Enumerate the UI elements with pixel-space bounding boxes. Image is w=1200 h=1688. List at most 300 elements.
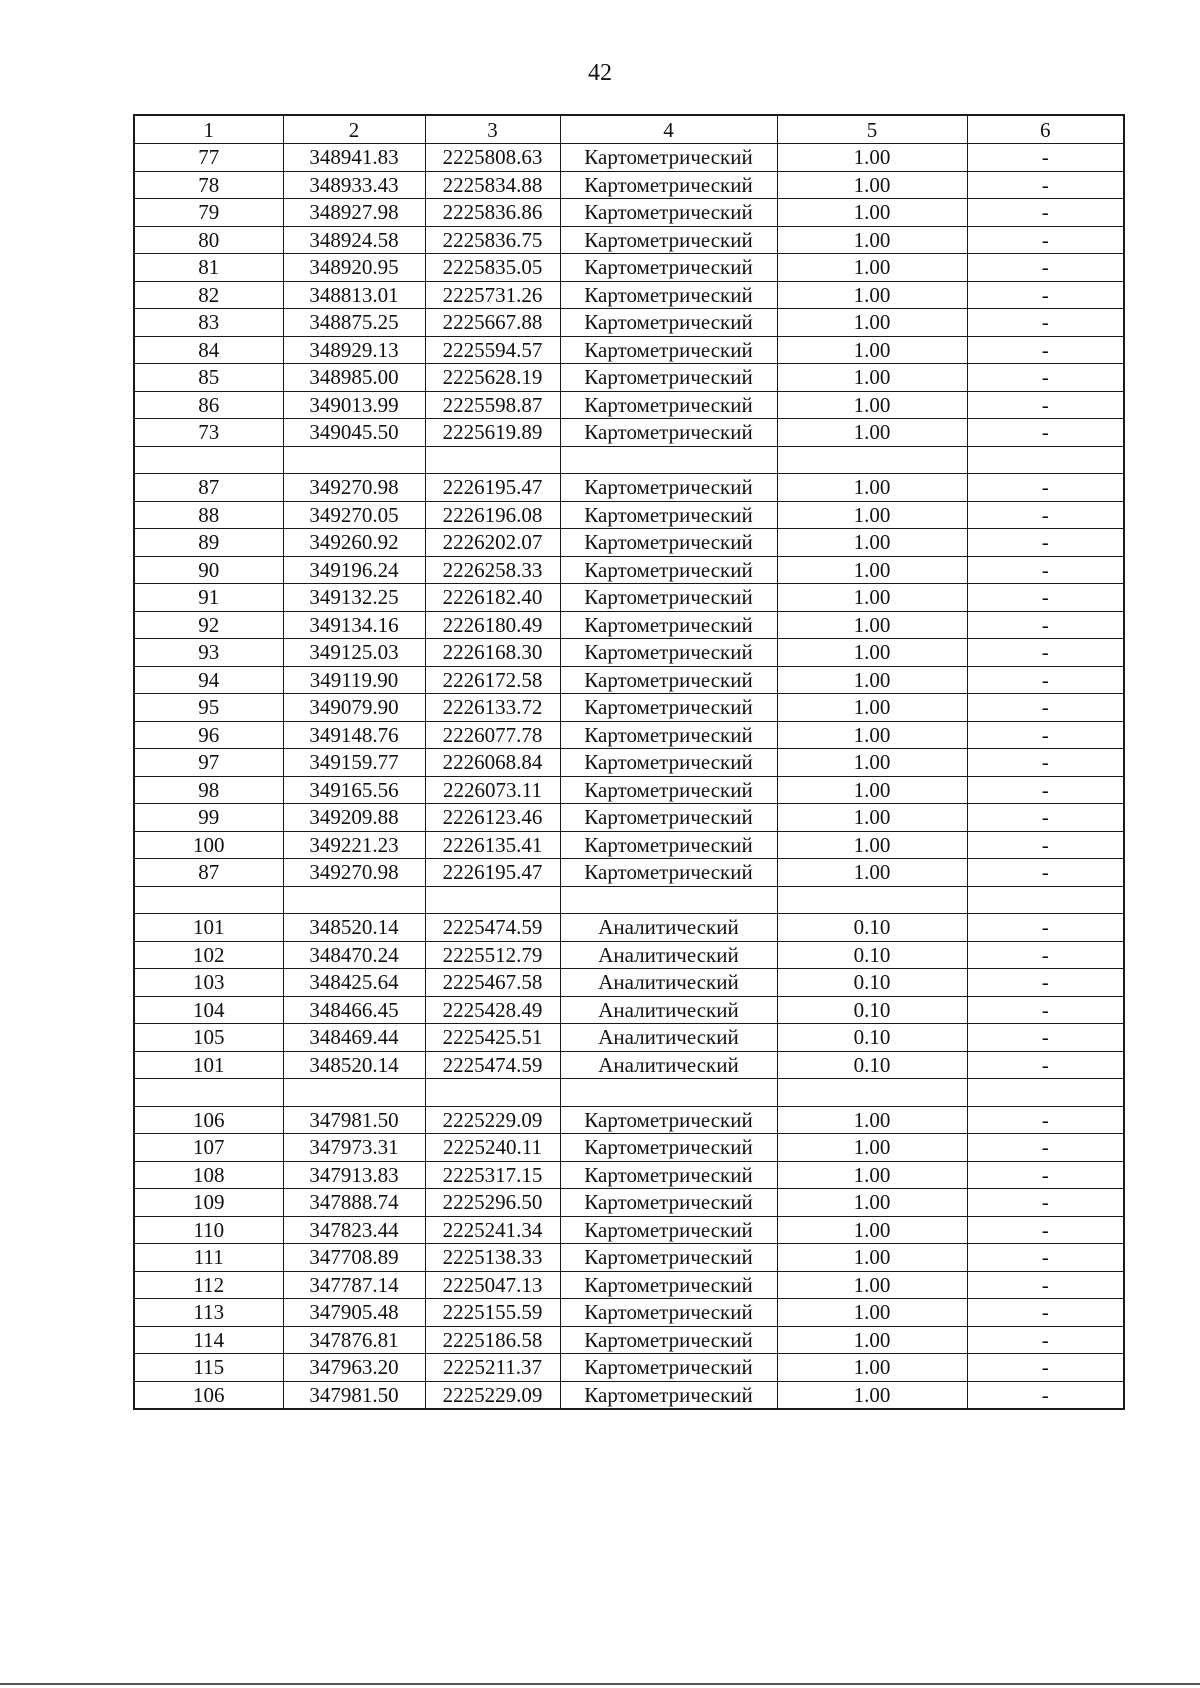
accuracy-cell: 1.00 — [777, 1106, 967, 1134]
y-coordinate-cell: 2225317.15 — [425, 1161, 560, 1189]
y-coordinate-cell — [425, 886, 560, 914]
table-row — [134, 611, 1124, 639]
point-number-cell: 86 — [134, 391, 283, 419]
table-row — [134, 941, 1124, 969]
point-number-cell: 89 — [134, 529, 283, 557]
accuracy-cell: 1.00 — [777, 419, 967, 447]
method-cell: Картометрический — [560, 556, 777, 584]
table-row — [134, 336, 1124, 364]
table-row — [134, 831, 1124, 859]
x-coordinate-cell: 349125.03 — [283, 639, 425, 667]
column-header: 5 — [777, 115, 967, 144]
x-coordinate-cell: 347973.31 — [283, 1134, 425, 1162]
column-header: 2 — [283, 115, 425, 144]
x-coordinate-cell: 349165.56 — [283, 776, 425, 804]
accuracy-cell: 1.00 — [777, 1326, 967, 1354]
table-row — [134, 749, 1124, 777]
x-coordinate-cell: 349221.23 — [283, 831, 425, 859]
y-coordinate-cell: 2225467.58 — [425, 969, 560, 997]
note-cell: - — [967, 1161, 1124, 1189]
table-row — [134, 1271, 1124, 1299]
method-cell: Картометрический — [560, 831, 777, 859]
note-cell: - — [967, 281, 1124, 309]
y-coordinate-cell: 2225425.51 — [425, 1024, 560, 1052]
point-number-cell: 88 — [134, 501, 283, 529]
point-number-cell: 79 — [134, 199, 283, 227]
table-row — [134, 364, 1124, 392]
accuracy-cell: 0.10 — [777, 969, 967, 997]
column-header: 4 — [560, 115, 777, 144]
note-cell: - — [967, 556, 1124, 584]
accuracy-cell: 1.00 — [777, 254, 967, 282]
note-cell: - — [967, 391, 1124, 419]
y-coordinate-cell: 2225836.86 — [425, 199, 560, 227]
y-coordinate-cell: 2225667.88 — [425, 309, 560, 337]
accuracy-cell: 1.00 — [777, 1189, 967, 1217]
x-coordinate-cell: 349260.92 — [283, 529, 425, 557]
x-coordinate-cell: 349270.98 — [283, 474, 425, 502]
y-coordinate-cell: 2226182.40 — [425, 584, 560, 612]
table-row — [134, 969, 1124, 997]
table-row — [134, 1216, 1124, 1244]
point-number-cell: 103 — [134, 969, 283, 997]
accuracy-cell: 1.00 — [777, 474, 967, 502]
note-cell: - — [967, 171, 1124, 199]
accuracy-cell: 1.00 — [777, 281, 967, 309]
method-cell: Картометрический — [560, 776, 777, 804]
note-cell: - — [967, 694, 1124, 722]
point-number-cell: 101 — [134, 1051, 283, 1079]
point-number-cell: 82 — [134, 281, 283, 309]
accuracy-cell: 1.00 — [777, 171, 967, 199]
x-coordinate-cell: 349079.90 — [283, 694, 425, 722]
method-cell: Аналитический — [560, 996, 777, 1024]
x-coordinate-cell: 348941.83 — [283, 144, 425, 172]
y-coordinate-cell: 2225474.59 — [425, 1051, 560, 1079]
point-number-cell: 90 — [134, 556, 283, 584]
table-row — [134, 666, 1124, 694]
method-cell: Картометрический — [560, 336, 777, 364]
x-coordinate-cell: 347905.48 — [283, 1299, 425, 1327]
x-coordinate-cell: 347888.74 — [283, 1189, 425, 1217]
note-cell: - — [967, 1326, 1124, 1354]
y-coordinate-cell: 2225047.13 — [425, 1271, 560, 1299]
x-coordinate-cell: 349132.25 — [283, 584, 425, 612]
accuracy-cell: 1.00 — [777, 144, 967, 172]
coordinates-table — [133, 114, 1125, 1410]
y-coordinate-cell: 2225834.88 — [425, 171, 560, 199]
note-cell: - — [967, 1024, 1124, 1052]
x-coordinate-cell: 349045.50 — [283, 419, 425, 447]
accuracy-cell: 1.00 — [777, 749, 967, 777]
y-coordinate-cell: 2225808.63 — [425, 144, 560, 172]
y-coordinate-cell: 2226202.07 — [425, 529, 560, 557]
accuracy-cell: 1.00 — [777, 529, 967, 557]
x-coordinate-cell: 349196.24 — [283, 556, 425, 584]
note-cell: - — [967, 584, 1124, 612]
y-coordinate-cell: 2225474.59 — [425, 914, 560, 942]
point-number-cell: 84 — [134, 336, 283, 364]
accuracy-cell: 1.00 — [777, 199, 967, 227]
point-number-cell: 93 — [134, 639, 283, 667]
note-cell: - — [967, 309, 1124, 337]
accuracy-cell: 1.00 — [777, 1381, 967, 1409]
method-cell: Аналитический — [560, 941, 777, 969]
method-cell: Картометрический — [560, 1299, 777, 1327]
method-cell: Картометрический — [560, 666, 777, 694]
point-number-cell: 81 — [134, 254, 283, 282]
table-row — [134, 1024, 1124, 1052]
accuracy-cell: 1.00 — [777, 804, 967, 832]
table-row — [134, 199, 1124, 227]
column-header: 6 — [967, 115, 1124, 144]
note-cell: - — [967, 666, 1124, 694]
x-coordinate-cell: 348927.98 — [283, 199, 425, 227]
x-coordinate-cell — [283, 446, 425, 474]
x-coordinate-cell: 347913.83 — [283, 1161, 425, 1189]
table-row — [134, 1189, 1124, 1217]
method-cell: Картометрический — [560, 419, 777, 447]
method-cell: Картометрический — [560, 171, 777, 199]
point-number-cell: 97 — [134, 749, 283, 777]
point-number-cell: 92 — [134, 611, 283, 639]
x-coordinate-cell: 349209.88 — [283, 804, 425, 832]
accuracy-cell: 1.00 — [777, 611, 967, 639]
accuracy-cell: 1.00 — [777, 1161, 967, 1189]
note-cell: - — [967, 831, 1124, 859]
accuracy-cell: 1.00 — [777, 391, 967, 419]
table-row — [134, 1381, 1124, 1409]
method-cell: Картометрический — [560, 1161, 777, 1189]
note-cell — [967, 446, 1124, 474]
point-number-cell: 113 — [134, 1299, 283, 1327]
point-number-cell: 100 — [134, 831, 283, 859]
table-row — [134, 474, 1124, 502]
accuracy-cell: 0.10 — [777, 1024, 967, 1052]
table-header-row — [134, 115, 1124, 144]
table-row — [134, 1051, 1124, 1079]
method-cell: Картометрический — [560, 804, 777, 832]
method-cell: Картометрический — [560, 584, 777, 612]
accuracy-cell: 1.00 — [777, 831, 967, 859]
method-cell: Картометрический — [560, 749, 777, 777]
table-row — [134, 1079, 1124, 1107]
note-cell: - — [967, 1271, 1124, 1299]
point-number-cell: 105 — [134, 1024, 283, 1052]
accuracy-cell: 0.10 — [777, 914, 967, 942]
accuracy-cell: 1.00 — [777, 694, 967, 722]
note-cell: - — [967, 474, 1124, 502]
table-row — [134, 639, 1124, 667]
method-cell: Картометрический — [560, 1381, 777, 1409]
note-cell: - — [967, 501, 1124, 529]
point-number-cell: 112 — [134, 1271, 283, 1299]
page-number: 42 — [588, 60, 612, 86]
accuracy-cell: 1.00 — [777, 776, 967, 804]
x-coordinate-cell: 348425.64 — [283, 969, 425, 997]
method-cell — [560, 1079, 777, 1107]
y-coordinate-cell: 2225428.49 — [425, 996, 560, 1024]
table-row — [134, 804, 1124, 832]
method-cell: Картометрический — [560, 309, 777, 337]
point-number-cell: 106 — [134, 1381, 283, 1409]
point-number-cell: 104 — [134, 996, 283, 1024]
x-coordinate-cell: 349134.16 — [283, 611, 425, 639]
y-coordinate-cell: 2225229.09 — [425, 1381, 560, 1409]
method-cell: Картометрический — [560, 226, 777, 254]
point-number-cell: 83 — [134, 309, 283, 337]
method-cell: Картометрический — [560, 1326, 777, 1354]
y-coordinate-cell: 2225619.89 — [425, 419, 560, 447]
y-coordinate-cell: 2226077.78 — [425, 721, 560, 749]
point-number-cell: 95 — [134, 694, 283, 722]
x-coordinate-cell: 348920.95 — [283, 254, 425, 282]
x-coordinate-cell: 349270.98 — [283, 859, 425, 887]
method-cell: Аналитический — [560, 1024, 777, 1052]
point-number-cell: 109 — [134, 1189, 283, 1217]
table-row — [134, 501, 1124, 529]
accuracy-cell: 1.00 — [777, 1271, 967, 1299]
table-row — [134, 446, 1124, 474]
accuracy-cell — [777, 886, 967, 914]
accuracy-cell: 1.00 — [777, 364, 967, 392]
point-number-cell: 115 — [134, 1354, 283, 1382]
note-cell: - — [967, 1216, 1124, 1244]
x-coordinate-cell: 348469.44 — [283, 1024, 425, 1052]
note-cell: - — [967, 1134, 1124, 1162]
y-coordinate-cell: 2226180.49 — [425, 611, 560, 639]
table-row — [134, 1106, 1124, 1134]
point-number-cell: 87 — [134, 859, 283, 887]
x-coordinate-cell: 349119.90 — [283, 666, 425, 694]
method-cell: Картометрический — [560, 639, 777, 667]
accuracy-cell: 1.00 — [777, 501, 967, 529]
point-number-cell: 108 — [134, 1161, 283, 1189]
x-coordinate-cell: 349270.05 — [283, 501, 425, 529]
accuracy-cell: 1.00 — [777, 1354, 967, 1382]
table-row — [134, 1161, 1124, 1189]
note-cell: - — [967, 804, 1124, 832]
y-coordinate-cell: 2226168.30 — [425, 639, 560, 667]
method-cell: Картометрический — [560, 281, 777, 309]
method-cell: Картометрический — [560, 364, 777, 392]
method-cell: Картометрический — [560, 694, 777, 722]
point-number-cell: 111 — [134, 1244, 283, 1272]
x-coordinate-cell: 348933.43 — [283, 171, 425, 199]
x-coordinate-cell: 348875.25 — [283, 309, 425, 337]
x-coordinate-cell: 348520.14 — [283, 1051, 425, 1079]
table-row — [134, 776, 1124, 804]
accuracy-cell: 1.00 — [777, 666, 967, 694]
y-coordinate-cell: 2225594.57 — [425, 336, 560, 364]
note-cell: - — [967, 639, 1124, 667]
method-cell: Картометрический — [560, 859, 777, 887]
note-cell: - — [967, 914, 1124, 942]
note-cell: - — [967, 749, 1124, 777]
table-row — [134, 996, 1124, 1024]
table-row — [134, 1299, 1124, 1327]
table-row — [134, 694, 1124, 722]
note-cell — [967, 1079, 1124, 1107]
table-row — [134, 226, 1124, 254]
column-header: 3 — [425, 115, 560, 144]
note-cell — [967, 886, 1124, 914]
y-coordinate-cell: 2225628.19 — [425, 364, 560, 392]
note-cell: - — [967, 1051, 1124, 1079]
table-row — [134, 1354, 1124, 1382]
y-coordinate-cell: 2226196.08 — [425, 501, 560, 529]
accuracy-cell — [777, 1079, 967, 1107]
method-cell: Картометрический — [560, 1271, 777, 1299]
point-number-cell: 107 — [134, 1134, 283, 1162]
note-cell: - — [967, 1299, 1124, 1327]
note-cell: - — [967, 611, 1124, 639]
x-coordinate-cell: 348929.13 — [283, 336, 425, 364]
y-coordinate-cell: 2225229.09 — [425, 1106, 560, 1134]
method-cell: Картометрический — [560, 199, 777, 227]
method-cell: Картометрический — [560, 1216, 777, 1244]
table-row — [134, 859, 1124, 887]
x-coordinate-cell: 347876.81 — [283, 1326, 425, 1354]
point-number-cell: 99 — [134, 804, 283, 832]
method-cell — [560, 446, 777, 474]
method-cell: Картометрический — [560, 391, 777, 419]
table-row — [134, 556, 1124, 584]
method-cell: Картометрический — [560, 611, 777, 639]
point-number-cell — [134, 886, 283, 914]
note-cell: - — [967, 226, 1124, 254]
table-row — [134, 309, 1124, 337]
method-cell: Картометрический — [560, 1189, 777, 1217]
y-coordinate-cell: 2226195.47 — [425, 859, 560, 887]
x-coordinate-cell: 348470.24 — [283, 941, 425, 969]
method-cell: Картометрический — [560, 1354, 777, 1382]
point-number-cell: 87 — [134, 474, 283, 502]
table-row — [134, 1244, 1124, 1272]
y-coordinate-cell: 2225296.50 — [425, 1189, 560, 1217]
table-row — [134, 254, 1124, 282]
accuracy-cell: 1.00 — [777, 1216, 967, 1244]
table-row — [134, 419, 1124, 447]
y-coordinate-cell: 2225836.75 — [425, 226, 560, 254]
y-coordinate-cell: 2226172.58 — [425, 666, 560, 694]
table-body — [134, 144, 1124, 1410]
accuracy-cell — [777, 446, 967, 474]
method-cell — [560, 886, 777, 914]
accuracy-cell: 1.00 — [777, 584, 967, 612]
x-coordinate-cell: 347823.44 — [283, 1216, 425, 1244]
point-number-cell: 102 — [134, 941, 283, 969]
method-cell: Картометрический — [560, 144, 777, 172]
y-coordinate-cell: 2226195.47 — [425, 474, 560, 502]
accuracy-cell: 1.00 — [777, 309, 967, 337]
note-cell: - — [967, 941, 1124, 969]
y-coordinate-cell: 2225835.05 — [425, 254, 560, 282]
note-cell: - — [967, 529, 1124, 557]
method-cell: Картометрический — [560, 501, 777, 529]
point-number-cell: 85 — [134, 364, 283, 392]
y-coordinate-cell: 2225186.58 — [425, 1326, 560, 1354]
table-row — [134, 914, 1124, 942]
point-number-cell: 91 — [134, 584, 283, 612]
point-number-cell — [134, 446, 283, 474]
table-row — [134, 529, 1124, 557]
x-coordinate-cell: 349148.76 — [283, 721, 425, 749]
note-cell: - — [967, 1244, 1124, 1272]
y-coordinate-cell: 2225240.11 — [425, 1134, 560, 1162]
accuracy-cell: 0.10 — [777, 941, 967, 969]
method-cell: Аналитический — [560, 1051, 777, 1079]
accuracy-cell: 1.00 — [777, 859, 967, 887]
y-coordinate-cell: 2226135.41 — [425, 831, 560, 859]
note-cell: - — [967, 1106, 1124, 1134]
y-coordinate-cell: 2225155.59 — [425, 1299, 560, 1327]
point-number-cell: 106 — [134, 1106, 283, 1134]
y-coordinate-cell — [425, 446, 560, 474]
y-coordinate-cell: 2226133.72 — [425, 694, 560, 722]
table-row — [134, 1326, 1124, 1354]
method-cell: Картометрический — [560, 721, 777, 749]
accuracy-cell: 1.00 — [777, 1244, 967, 1272]
x-coordinate-cell: 349013.99 — [283, 391, 425, 419]
x-coordinate-cell: 348924.58 — [283, 226, 425, 254]
y-coordinate-cell: 2225598.87 — [425, 391, 560, 419]
point-number-cell — [134, 1079, 283, 1107]
table-row — [134, 144, 1124, 172]
point-number-cell: 98 — [134, 776, 283, 804]
note-cell: - — [967, 336, 1124, 364]
accuracy-cell: 1.00 — [777, 721, 967, 749]
table-row — [134, 886, 1124, 914]
table-row — [134, 584, 1124, 612]
note-cell: - — [967, 254, 1124, 282]
table-row — [134, 281, 1124, 309]
accuracy-cell: 1.00 — [777, 336, 967, 364]
accuracy-cell: 0.10 — [777, 996, 967, 1024]
x-coordinate-cell: 348520.14 — [283, 914, 425, 942]
method-cell: Картометрический — [560, 1134, 777, 1162]
table-row — [134, 171, 1124, 199]
note-cell: - — [967, 1189, 1124, 1217]
accuracy-cell: 1.00 — [777, 226, 967, 254]
x-coordinate-cell: 348466.45 — [283, 996, 425, 1024]
y-coordinate-cell: 2226123.46 — [425, 804, 560, 832]
note-cell: - — [967, 776, 1124, 804]
method-cell: Картометрический — [560, 529, 777, 557]
y-coordinate-cell: 2225241.34 — [425, 1216, 560, 1244]
point-number-cell: 73 — [134, 419, 283, 447]
note-cell: - — [967, 969, 1124, 997]
y-coordinate-cell: 2225211.37 — [425, 1354, 560, 1382]
note-cell: - — [967, 721, 1124, 749]
y-coordinate-cell: 2225731.26 — [425, 281, 560, 309]
method-cell: Аналитический — [560, 969, 777, 997]
column-header: 1 — [134, 115, 283, 144]
method-cell: Картометрический — [560, 254, 777, 282]
method-cell: Аналитический — [560, 914, 777, 942]
note-cell: - — [967, 1381, 1124, 1409]
point-number-cell: 78 — [134, 171, 283, 199]
point-number-cell: 80 — [134, 226, 283, 254]
y-coordinate-cell: 2226258.33 — [425, 556, 560, 584]
note-cell: - — [967, 1354, 1124, 1382]
method-cell: Картометрический — [560, 1106, 777, 1134]
accuracy-cell: 1.00 — [777, 556, 967, 584]
x-coordinate-cell — [283, 886, 425, 914]
accuracy-cell: 1.00 — [777, 1299, 967, 1327]
x-coordinate-cell — [283, 1079, 425, 1107]
table-row — [134, 1134, 1124, 1162]
